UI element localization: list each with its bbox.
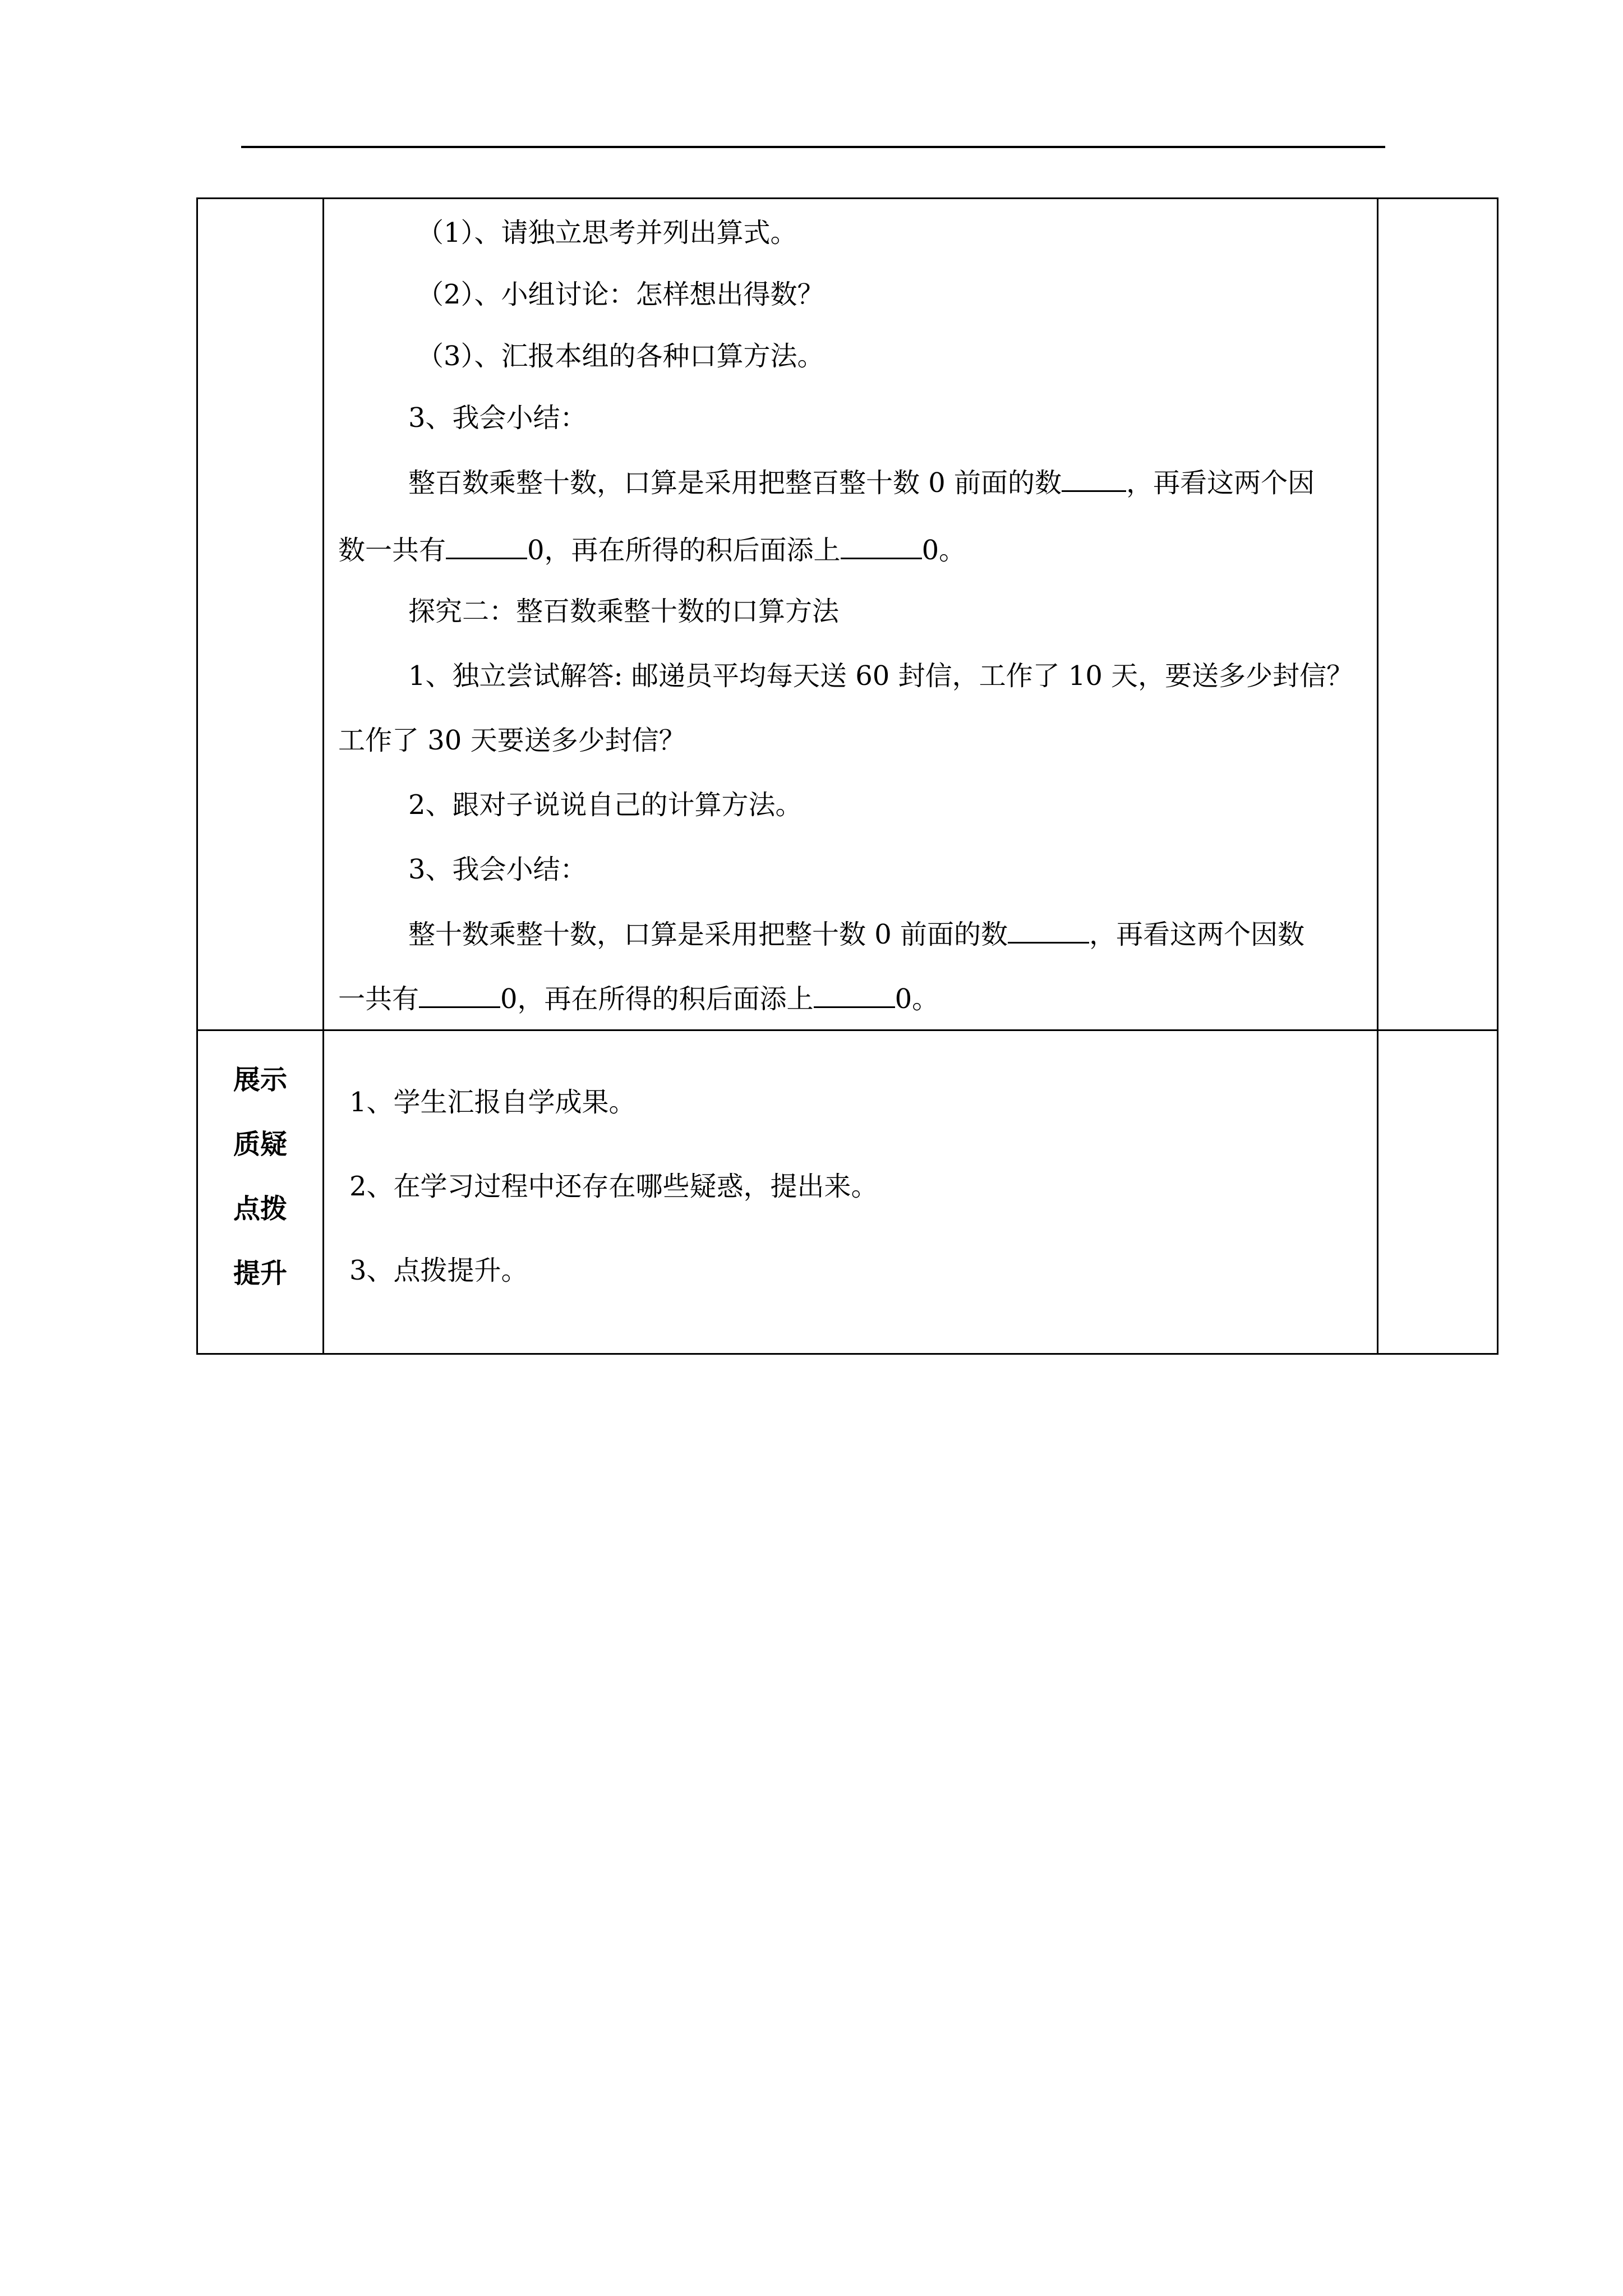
explore-section bbox=[333, 199, 1370, 1029]
fill-blank[interactable] bbox=[1008, 917, 1089, 944]
column-divider-right bbox=[1377, 199, 1378, 1353]
present-item-3: 3、点拨提升。 bbox=[349, 1255, 528, 1286]
fill-blank[interactable] bbox=[841, 533, 922, 559]
task-1-line-1: 1、独立尝试解答: 邮递员平均每天送 60 封信，工作了 10 天，要送多少封信？ bbox=[408, 660, 1354, 692]
label-line-2: 质疑 bbox=[233, 1129, 287, 1160]
label-line-1: 展示 bbox=[233, 1064, 287, 1096]
fill-blank[interactable] bbox=[1062, 466, 1126, 492]
present-item-2: 2、在学习过程中还存在哪些疑惑，提出来。 bbox=[349, 1171, 878, 1202]
fill-blank[interactable] bbox=[446, 533, 527, 559]
summary-2-text-b: ，再看这两个因数 bbox=[1089, 919, 1305, 950]
step-2: （2）、小组讨论：怎样想出得数？ bbox=[417, 279, 824, 310]
fill-blank[interactable] bbox=[419, 982, 500, 1008]
fill-blank[interactable] bbox=[814, 982, 895, 1008]
label-line-4: 提升 bbox=[233, 1258, 287, 1289]
summary-2-line-1 bbox=[408, 917, 1304, 951]
summary-1-line-1 bbox=[408, 466, 1315, 500]
explore-2-heading: 探究二：整百数乘整十数的口算方法 bbox=[408, 596, 840, 627]
section-label bbox=[198, 1029, 322, 1355]
summary-1-text-b: ，再看这两个因 bbox=[1126, 467, 1315, 499]
summary-1-text-d: 0，再在所得的积后面添上 bbox=[527, 535, 841, 566]
summary-2-text-c: 一共有 bbox=[338, 983, 419, 1015]
column-divider-left bbox=[322, 199, 324, 1353]
step-3: （3）、汇报本组的各种口算方法。 bbox=[417, 341, 824, 372]
summary-2-text-a: 整十数乘整十数，口算是采用把整十数 0 前面的数 bbox=[408, 919, 1008, 950]
summary-1-text-a: 整百数乘整十数，口算是采用把整百整十数 0 前面的数 bbox=[408, 467, 1062, 499]
summary-1-text-c: 数一共有 bbox=[338, 535, 446, 566]
summary-2-text-e: 0。 bbox=[895, 983, 939, 1015]
summary-2-text-d: 0，再在所得的积后面添上 bbox=[500, 983, 814, 1015]
lesson-table bbox=[196, 197, 1498, 1355]
present-item-1: 1、学生汇报自学成果。 bbox=[349, 1087, 636, 1118]
summary-1-line-2 bbox=[338, 533, 966, 567]
step-1: （1）、请独立思考并列出算式。 bbox=[417, 217, 797, 249]
summary-2-line-2 bbox=[338, 982, 939, 1016]
summary-1-text-e: 0。 bbox=[921, 535, 966, 566]
summary-1-title: 3、我会小结： bbox=[408, 402, 587, 434]
task-1-line-2: 工作了 30 天要送多少封信？ bbox=[338, 725, 686, 756]
task-2: 2、跟对子说说自己的计算方法。 bbox=[408, 789, 803, 821]
present-section bbox=[333, 1029, 1370, 1355]
summary-2-title: 3、我会小结： bbox=[408, 854, 587, 885]
header-rule bbox=[241, 146, 1385, 148]
label-line-3: 点拨 bbox=[233, 1193, 287, 1225]
